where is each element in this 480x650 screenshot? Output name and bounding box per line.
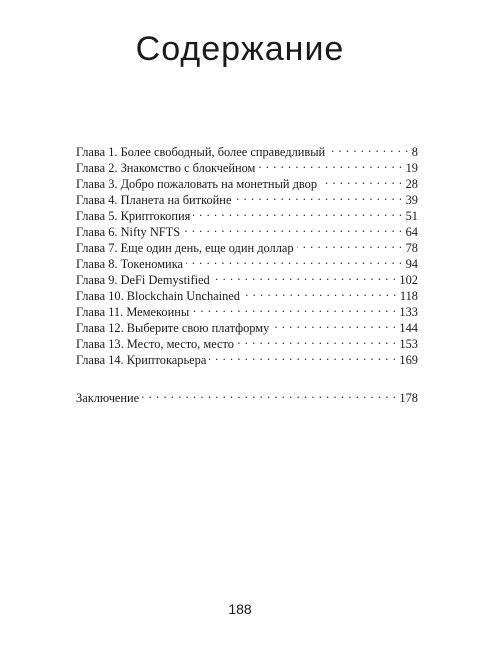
toc-entry-label: Глава 12. Выберите свою платформу (76, 321, 270, 335)
toc-entry-label: Глава 1. Более свободный, более справедливый (76, 145, 326, 159)
toc-entry-page: 133 (399, 305, 418, 319)
toc-entry-label: Глава 4. Планета на биткойне (76, 193, 232, 207)
toc-entry-page: 118 (399, 289, 418, 303)
dot-leader (186, 252, 403, 268)
toc-entry-page: 153 (399, 337, 418, 351)
dot-leader (142, 386, 396, 402)
table-of-contents (76, 140, 418, 405)
dot-leader (243, 284, 397, 300)
dot-leader (192, 300, 396, 316)
toc-entry-page: 78 (405, 241, 418, 255)
toc-entry-label: Глава 14. Криптокарьера (76, 353, 207, 367)
dot-leader (193, 204, 402, 220)
toc-entry-label: Глава 2. Знакомство с блокчейном (76, 161, 256, 175)
toc-entry-page: 94 (405, 257, 418, 271)
toc-entry-label: Глава 8. Токеномика (76, 257, 184, 271)
toc-entry-label: Глава 11. Мемекоины (76, 305, 190, 319)
toc-entry-page: 102 (399, 273, 418, 287)
toc-entry-page: 144 (399, 321, 418, 335)
toc-entry-label: Заключение (76, 391, 140, 405)
page-title: Содержание (135, 30, 345, 68)
dot-leader (258, 156, 402, 172)
toc-entry-page: 64 (405, 225, 418, 239)
toc-entry-label: Глава 3. Добро пожаловать на монетный двор (76, 177, 318, 191)
dot-leader (237, 332, 396, 348)
toc-entry-label: Глава 6. Nifty NFTS (76, 225, 181, 239)
toc-entry-page: 19 (405, 161, 418, 175)
toc-entry-page: 169 (399, 353, 418, 367)
toc-entry-label: Глава 9. DeFi Demystified (76, 273, 210, 287)
dot-leader (320, 172, 403, 188)
toc-entry-label: Глава 7. Еще один день, еще один доллар (76, 241, 294, 255)
toc-entry-label: Глава 5. Криптокопия (76, 209, 191, 223)
toc-entry-conclusion (76, 386, 418, 405)
toc-entry-1 (76, 140, 418, 159)
dot-leader (183, 220, 402, 236)
toc-entry-label: Глава 10. Blockchain Unchained (76, 289, 240, 303)
toc-entry-page: 51 (405, 209, 418, 223)
dot-leader (213, 268, 397, 284)
dot-leader (209, 348, 396, 364)
toc-entry-page: 28 (405, 177, 418, 191)
toc-entry-page: 8 (411, 145, 418, 159)
dot-leader (297, 236, 403, 252)
dot-leader (272, 316, 396, 332)
toc-entry-page: 39 (405, 193, 418, 207)
page-number: 188 (228, 601, 252, 617)
toc-entry-page: 178 (399, 391, 418, 405)
dot-leader (328, 140, 409, 156)
dot-leader (234, 188, 402, 204)
toc-entry-label: Глава 13. Место, место, место (76, 337, 234, 351)
